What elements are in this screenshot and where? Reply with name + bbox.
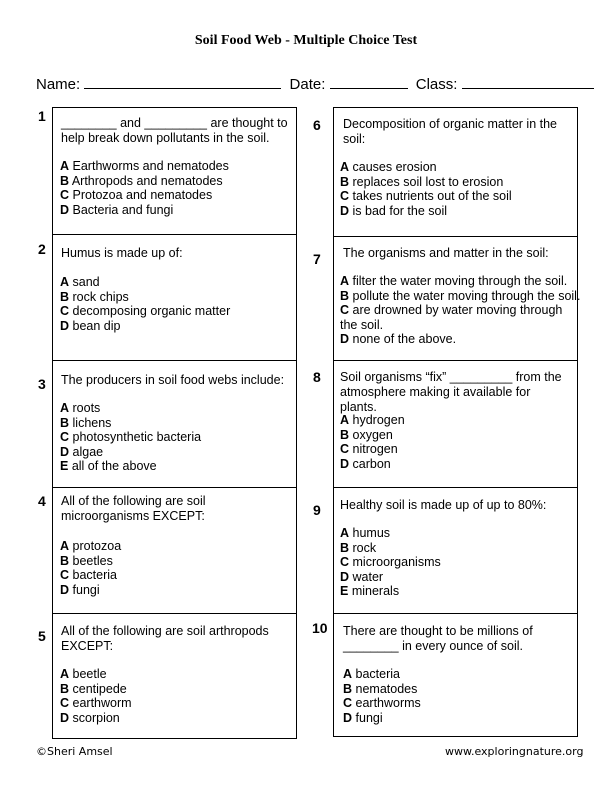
answer-option[interactable]: C earthworms: [343, 696, 421, 711]
answer-options: [340, 160, 572, 218]
question-box-5: [53, 614, 296, 738]
question-text: Decomposition of organic matter in the soil:: [343, 117, 557, 146]
answer-option[interactable]: B nematodes: [343, 681, 418, 696]
answer-option[interactable]: D scorpion: [60, 710, 120, 725]
answer-option[interactable]: B oxygen: [340, 427, 393, 442]
answer-option[interactable]: C bacteria: [60, 568, 117, 583]
answer-option[interactable]: D water: [340, 569, 384, 584]
answer-option[interactable]: A Earthworms and nematodes: [60, 159, 229, 173]
question-text: The organisms and matter in the soil:: [343, 246, 549, 260]
class-blank[interactable]: [462, 76, 594, 89]
left-question-column: [52, 107, 297, 739]
answer-option[interactable]: B centipede: [60, 681, 127, 696]
question-text: The producers in soil food webs include:: [61, 373, 285, 387]
answer-option[interactable]: B pollute the water moving through the soil.: [340, 288, 581, 303]
question-text: ________ and _________ are thought to help break down pollutants in the soil.: [61, 116, 288, 145]
answer-option[interactable]: C decomposing organic matter: [60, 304, 231, 319]
student-info-line: [36, 76, 581, 93]
answer-option[interactable]: D carbon: [340, 456, 391, 471]
name-blank[interactable]: [84, 76, 281, 89]
question-number: 9: [313, 502, 321, 518]
answer-option[interactable]: D fungi: [60, 582, 100, 597]
answer-option[interactable]: A hydrogen: [340, 413, 405, 427]
question-box-8: [334, 361, 577, 488]
class-label: Class:: [415, 76, 458, 93]
question-text: There are thought to be millions of ________ in every ounce of soil.: [343, 624, 533, 653]
answer-option[interactable]: A bacteria: [343, 667, 400, 681]
answer-options: [340, 526, 572, 599]
answer-option[interactable]: D algae: [60, 444, 104, 459]
question-number: 10: [312, 620, 328, 636]
answer-option[interactable]: B rock: [340, 540, 377, 555]
answer-option[interactable]: C Protozoa and nematodes: [60, 188, 213, 203]
question-box-1: [53, 108, 296, 235]
answer-options: [60, 275, 292, 333]
question-number: 4: [38, 493, 46, 509]
answer-option[interactable]: A protozoa: [60, 539, 122, 553]
answer-option[interactable]: C nitrogen: [340, 442, 398, 457]
question-text: Humus is made up of:: [61, 246, 183, 260]
question-text: All of the following are soil microorganisms EXCEPT:: [61, 494, 206, 523]
answer-option[interactable]: A beetle: [60, 667, 107, 681]
question-box-6: [334, 108, 577, 237]
answer-option[interactable]: B rock chips: [60, 289, 129, 304]
answer-option[interactable]: D fungi: [343, 710, 383, 725]
copyright-notice: ©Sheri Amsel: [36, 745, 113, 758]
name-label: Name:: [36, 76, 81, 93]
question-box-10: [334, 614, 577, 736]
question-number: 8: [313, 369, 321, 385]
right-question-column: [333, 107, 581, 737]
question-number: 5: [38, 628, 46, 644]
answer-option[interactable]: C photosynthetic bacteria: [60, 430, 202, 445]
answer-options: [340, 274, 581, 347]
answer-option[interactable]: B lichens: [60, 415, 112, 430]
question-text: All of the following are soil arthropods EXCEPT:: [61, 624, 269, 653]
website-url: www.exploringnature.org: [445, 745, 584, 758]
answer-options: [343, 667, 575, 725]
question-number: 1: [38, 108, 46, 124]
answer-option[interactable]: C microorganisms: [340, 555, 441, 570]
answer-option[interactable]: E all of the above: [60, 459, 157, 474]
answer-option[interactable]: B replaces soil lost to erosion: [340, 174, 504, 189]
question-box-9: [334, 488, 577, 614]
answer-options: [60, 401, 292, 474]
question-box-2: [53, 235, 296, 361]
answer-options: [340, 413, 572, 471]
date-label: Date:: [289, 76, 326, 93]
answer-option[interactable]: D is bad for the soil: [340, 203, 448, 218]
question-number: 3: [38, 376, 46, 392]
answer-options: [60, 667, 292, 725]
answer-option[interactable]: D Bacteria and fungi: [60, 202, 174, 217]
answer-option[interactable]: C earthworm: [60, 696, 132, 711]
answer-option[interactable]: A filter the water moving through the soil.: [340, 274, 568, 288]
answer-option[interactable]: C takes nutrients out of the soil: [340, 189, 512, 204]
answer-option[interactable]: B Arthropods and nematodes: [60, 173, 223, 188]
answer-option[interactable]: E minerals: [340, 584, 400, 599]
question-box-3: [53, 361, 296, 488]
question-number: 7: [313, 251, 321, 267]
question-number: 2: [38, 241, 46, 257]
question-box-4: [53, 488, 296, 614]
answer-option[interactable]: A roots: [60, 401, 101, 415]
answer-option[interactable]: D bean dip: [60, 318, 121, 333]
page-title: Soil Food Web - Multiple Choice Test: [194, 33, 418, 48]
question-number: 6: [313, 117, 321, 133]
question-text: Soil organisms “fix” _________ from the atmosphere making it available for plants.: [340, 370, 562, 414]
answer-option[interactable]: C are drowned by water moving through the soil.: [340, 303, 563, 332]
question-box-7: [334, 237, 581, 361]
answer-option[interactable]: A sand: [60, 275, 100, 289]
answer-option[interactable]: A humus: [340, 526, 391, 540]
answer-option[interactable]: A causes erosion: [340, 160, 437, 174]
answer-options: [60, 539, 292, 597]
answer-option[interactable]: B beetles: [60, 553, 113, 568]
answer-options: [60, 159, 292, 217]
answer-option[interactable]: D none of the above.: [340, 332, 457, 347]
question-text: Healthy soil is made up of up to 80%:: [340, 498, 547, 512]
date-blank[interactable]: [330, 76, 408, 89]
